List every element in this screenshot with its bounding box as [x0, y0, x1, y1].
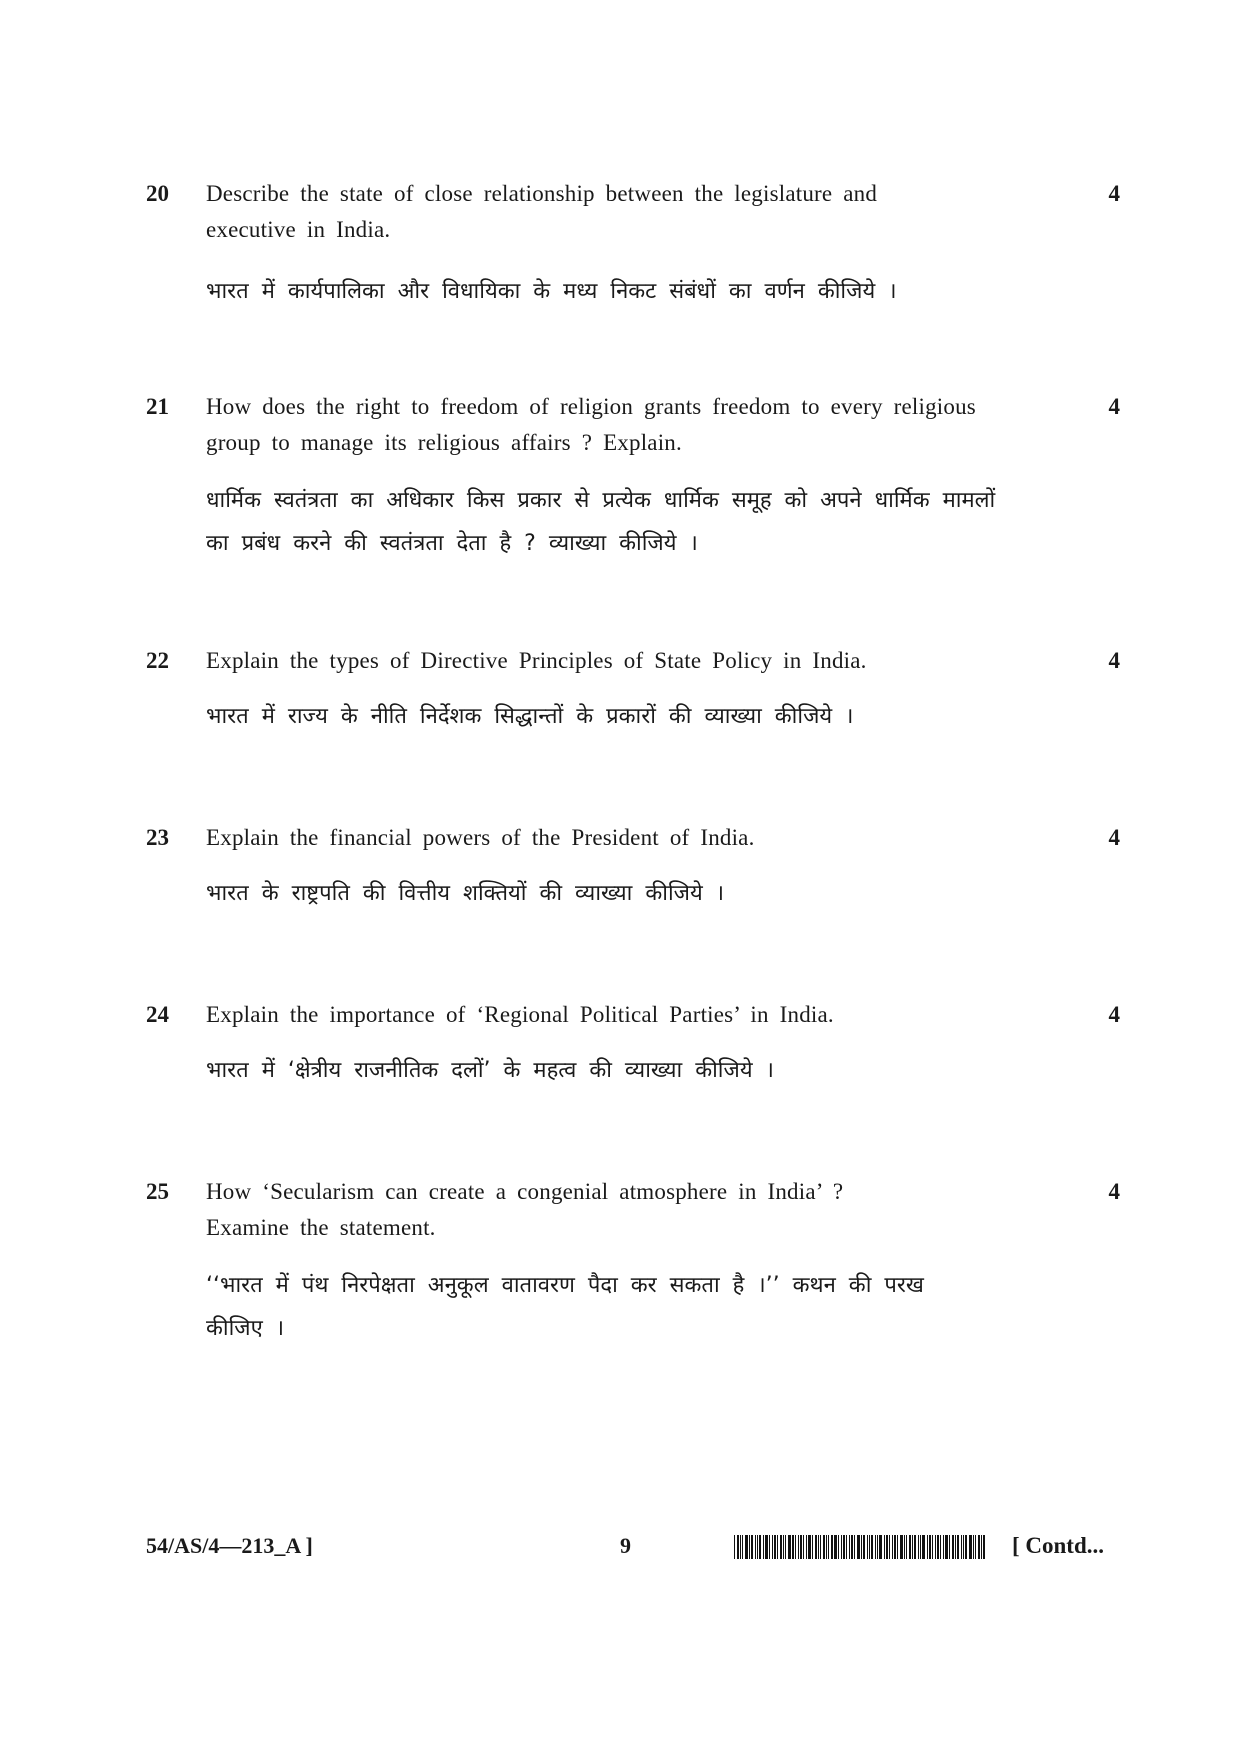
barcode-bar: [869, 1535, 870, 1559]
question-text-hindi: धार्मिक स्वतंत्रता का अधिकार किस प्रकार से प्रत्येक धार्मिक समूह को अपने धार्मिक मामलों: [206, 488, 996, 513]
barcode-bar: [867, 1535, 868, 1559]
barcode-bar: [952, 1535, 954, 1559]
question-marks: 4: [1108, 825, 1120, 850]
barcode-bar: [897, 1535, 898, 1559]
barcode-bar: [812, 1535, 813, 1559]
question-text-hindi: भारत के राष्ट्रपति की वित्तीय शक्तियों की व्याख्या कीजिये ।: [206, 881, 725, 906]
question-text-english: group to manage its religious affairs ? Explain.: [206, 430, 682, 455]
barcode-bar: [806, 1535, 807, 1559]
page-footer: [0, 1526, 1241, 1566]
barcode-bar: [838, 1535, 839, 1559]
question-text-hindi: भारत में राज्य के नीति निर्देशक सिद्धान्तों के प्रकारों की व्याख्या कीजिये ।: [206, 704, 854, 729]
barcode-bar: [826, 1535, 827, 1559]
barcode-bar: [978, 1535, 980, 1559]
barcode-bar: [783, 1535, 784, 1559]
question-text-english: executive in India.: [206, 217, 391, 242]
question-number: 22: [146, 648, 169, 673]
barcode-bar: [927, 1535, 928, 1559]
barcode-bar: [818, 1535, 819, 1559]
barcode-bar: [857, 1535, 860, 1559]
barcode-bar: [808, 1535, 811, 1559]
barcode-icon: [734, 1535, 992, 1559]
question-text-hindi: ‘‘भारत में पंथ निरपेक्षता अनुकूल वातावरण पैदा कर सकता है ।’’ कथन की परख: [206, 1273, 924, 1298]
barcode-bar: [904, 1535, 905, 1559]
barcode-bar: [737, 1535, 739, 1559]
barcode-bar: [875, 1535, 876, 1559]
barcode-bar: [841, 1535, 842, 1559]
question-text-english: How ‘Secularism can create a congenial atmosphere in India’ ?: [206, 1179, 844, 1204]
barcode-bar: [861, 1535, 862, 1559]
question-text-english: How does the right to freedom of religion grants freedom to every religious: [206, 394, 976, 419]
barcode-bar: [879, 1535, 882, 1559]
question-text-english: Describe the state of close relationship between the legislature and: [206, 181, 878, 206]
barcode-bar: [774, 1535, 776, 1559]
barcode-bar: [846, 1535, 847, 1559]
barcode-bar: [788, 1535, 791, 1559]
barcode-bar: [843, 1535, 845, 1559]
barcode-bar: [745, 1535, 748, 1559]
question-marks: 4: [1108, 394, 1120, 419]
barcode-bar: [863, 1535, 865, 1559]
question-text-english: Examine the statement.: [206, 1215, 436, 1240]
barcode-bar: [909, 1535, 911, 1559]
question-number: 21: [146, 394, 169, 419]
barcode-bar: [803, 1535, 804, 1559]
barcode-bar: [886, 1535, 888, 1559]
barcode-bar: [884, 1535, 885, 1559]
question-number: 24: [146, 1002, 169, 1027]
barcode-bar: [981, 1535, 982, 1559]
barcode-bar: [854, 1535, 855, 1559]
barcode-bar: [757, 1535, 758, 1559]
barcode-bar: [815, 1535, 817, 1559]
question-marks: 4: [1108, 648, 1120, 673]
barcode-bar: [965, 1535, 967, 1559]
question-text-hindi: भारत में कार्यपालिका और विधायिका के मध्य निकट संबंधों का वर्णन कीजिये ।: [206, 279, 897, 304]
barcode-bar: [742, 1535, 743, 1559]
page-number: 9: [620, 1533, 631, 1558]
barcode-bar: [820, 1535, 821, 1559]
barcode-bar: [957, 1535, 959, 1559]
barcode-bar: [765, 1535, 768, 1559]
barcode-bar: [949, 1535, 950, 1559]
barcode-bar: [751, 1535, 753, 1559]
question-text-english: Explain the financial powers of the President of India.: [206, 825, 755, 850]
barcode-bar: [734, 1535, 735, 1559]
barcode-bar: [983, 1535, 985, 1559]
barcode-bar: [877, 1535, 878, 1559]
barcode-bar: [906, 1535, 907, 1559]
barcode-bar: [914, 1535, 916, 1559]
question-number: 20: [146, 181, 169, 206]
question-number: 23: [146, 825, 169, 850]
barcode-bar: [792, 1535, 794, 1559]
barcode-bar: [834, 1535, 837, 1559]
question-text-hindi: का प्रबंध करने की स्वतंत्रता देता है ? व्याख्या कीजिये ।: [206, 531, 698, 556]
barcode-bar: [892, 1535, 893, 1559]
barcode-bar: [943, 1535, 944, 1559]
question-marks: 4: [1108, 181, 1120, 206]
barcode-bar: [759, 1535, 761, 1559]
question-number: 25: [146, 1179, 169, 1204]
barcode-bar: [772, 1535, 773, 1559]
barcode-bar: [780, 1535, 782, 1559]
barcode-bar: [798, 1535, 799, 1559]
continued-label: [ Contd...: [1012, 1533, 1105, 1558]
barcode-bar: [932, 1535, 933, 1559]
barcode-bar: [800, 1535, 802, 1559]
barcode-bar: [975, 1535, 976, 1559]
barcode-bar: [940, 1535, 941, 1559]
barcode-bar: [795, 1535, 796, 1559]
barcode-bar: [831, 1535, 833, 1559]
barcode-bar: [900, 1535, 903, 1559]
question-text-hindi: कीजिए ।: [206, 1316, 285, 1341]
barcode-bar: [763, 1535, 764, 1559]
barcode-bar: [740, 1535, 741, 1559]
barcode-bar: [955, 1535, 956, 1559]
barcode-bar: [889, 1535, 890, 1559]
barcode-bar: [749, 1535, 750, 1559]
barcode-bar: [849, 1535, 850, 1559]
barcode-bar: [823, 1535, 825, 1559]
barcode-bar: [945, 1535, 948, 1559]
question-marks: 4: [1108, 1179, 1120, 1204]
barcode-bar: [777, 1535, 778, 1559]
barcode-bar: [935, 1535, 936, 1559]
barcode-bar: [929, 1535, 931, 1559]
barcode-bar: [755, 1535, 756, 1559]
barcode-bar: [918, 1535, 919, 1559]
question-marks: 4: [1108, 1002, 1120, 1027]
barcode-bar: [871, 1535, 873, 1559]
question-text-english: Explain the importance of ‘Regional Political Parties’ in India.: [206, 1002, 834, 1027]
barcode-bar: [828, 1535, 829, 1559]
barcode-bar: [912, 1535, 913, 1559]
question-text-hindi: भारत में ‘क्षेत्रीय राजनीतिक दलों’ के महत्व की व्याख्या कीजिये ।: [206, 1058, 774, 1083]
barcode-bar: [894, 1535, 896, 1559]
barcode-bar: [937, 1535, 939, 1559]
barcode-bar: [769, 1535, 770, 1559]
barcode-bar: [920, 1535, 921, 1559]
barcode-bar: [969, 1535, 972, 1559]
barcode-bar: [961, 1535, 962, 1559]
barcode-bar: [973, 1535, 974, 1559]
paper-code: 54/AS/4—213_A ]: [146, 1533, 313, 1558]
barcode-bar: [963, 1535, 964, 1559]
barcode-bar: [922, 1535, 925, 1559]
barcode-bar: [785, 1535, 786, 1559]
barcode-bar: [851, 1535, 853, 1559]
question-text-english: Explain the types of Directive Principles of State Policy in India.: [206, 648, 867, 673]
